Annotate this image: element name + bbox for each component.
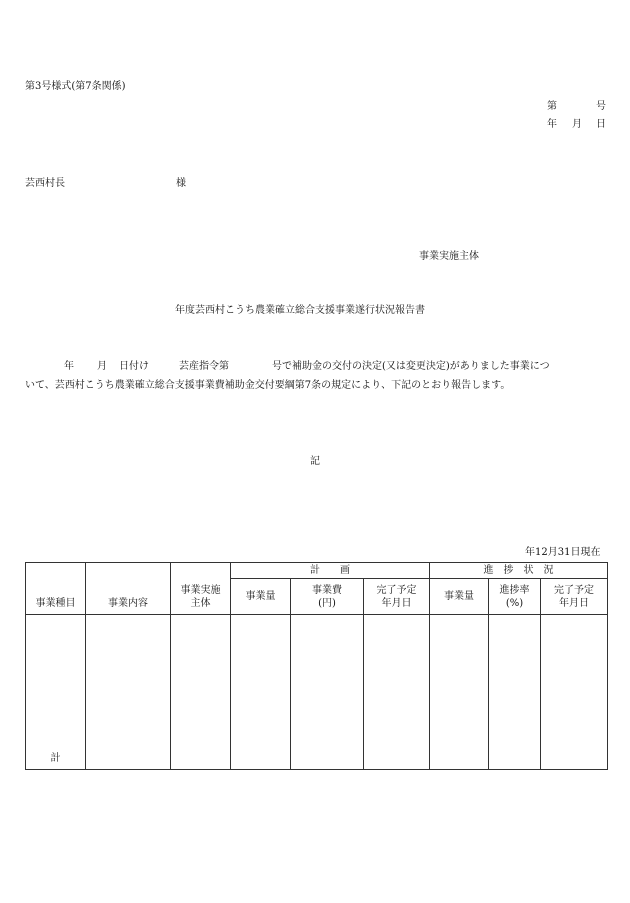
date-month-label: 月 [572,119,582,130]
doc-number-suffix: 号 [596,101,606,112]
header-content: 事業内容 [86,563,171,615]
plan-quantity-cell [231,615,291,770]
header-plan-completion: 完了予定 年月日 [364,579,430,615]
progress-quantity-cell [430,615,489,770]
progress-rate-cell [489,615,541,770]
body-day-dated: 日付け [119,361,149,372]
document-title: 年度芸西村こうち農業確立総合支援事業遂行状況報告書 [175,305,425,316]
doc-number-prefix: 第 [547,101,557,112]
header-progress-quantity: 事業量 [430,579,489,615]
header-entity-line1: 事業実施 [180,585,221,596]
header-progress-group: 進 捗 状 況 [430,563,608,579]
body-line1-rest: 号で補助金の交付の決定(又は変更決定)がありました事業につ [272,361,550,372]
entity-cell [171,615,231,770]
header-entity [171,563,231,615]
header-category: 事業種目 [26,563,86,615]
header-entity-line2: 主体 [190,598,211,609]
total-label: 計 [50,753,61,764]
date-day-label: 日 [596,119,606,130]
body-directive: 芸産指令第 [179,361,229,372]
header-progress-rate: 進捗率 (%) [489,579,541,615]
progress-completion-cell [541,615,608,770]
content-cell [86,615,171,770]
header-row-1 [26,563,608,579]
report-table [25,562,608,770]
ki-heading: 記 [310,456,320,467]
header-plan-cost: 事業費 (円) [291,579,364,615]
date-year-label: 年 [547,119,557,130]
as-of-date: 年12月31日現在 [525,547,601,558]
header-plan-group: 計 画 [231,563,430,579]
plan-completion-cell [364,615,430,770]
header-progress-completion: 完了予定 年月日 [541,579,608,615]
total-cell [26,615,86,770]
body-line2: いて、芸西村こうち農業確立総合支援事業費補助金交付要綱第7条の規定により、下記のとおり報告します。 [25,380,511,391]
applicant-label: 事業実施主体 [419,251,479,262]
body-month: 月 [97,361,107,372]
plan-cost-cell [291,615,364,770]
body-year: 年 [64,361,74,372]
table-body-row [26,615,608,770]
header-plan-quantity: 事業量 [231,579,291,615]
addressee-honorific: 様 [176,178,186,189]
addressee-title: 芸西村長 [25,178,65,189]
form-number: 第3号様式(第7条関係) [25,81,126,92]
